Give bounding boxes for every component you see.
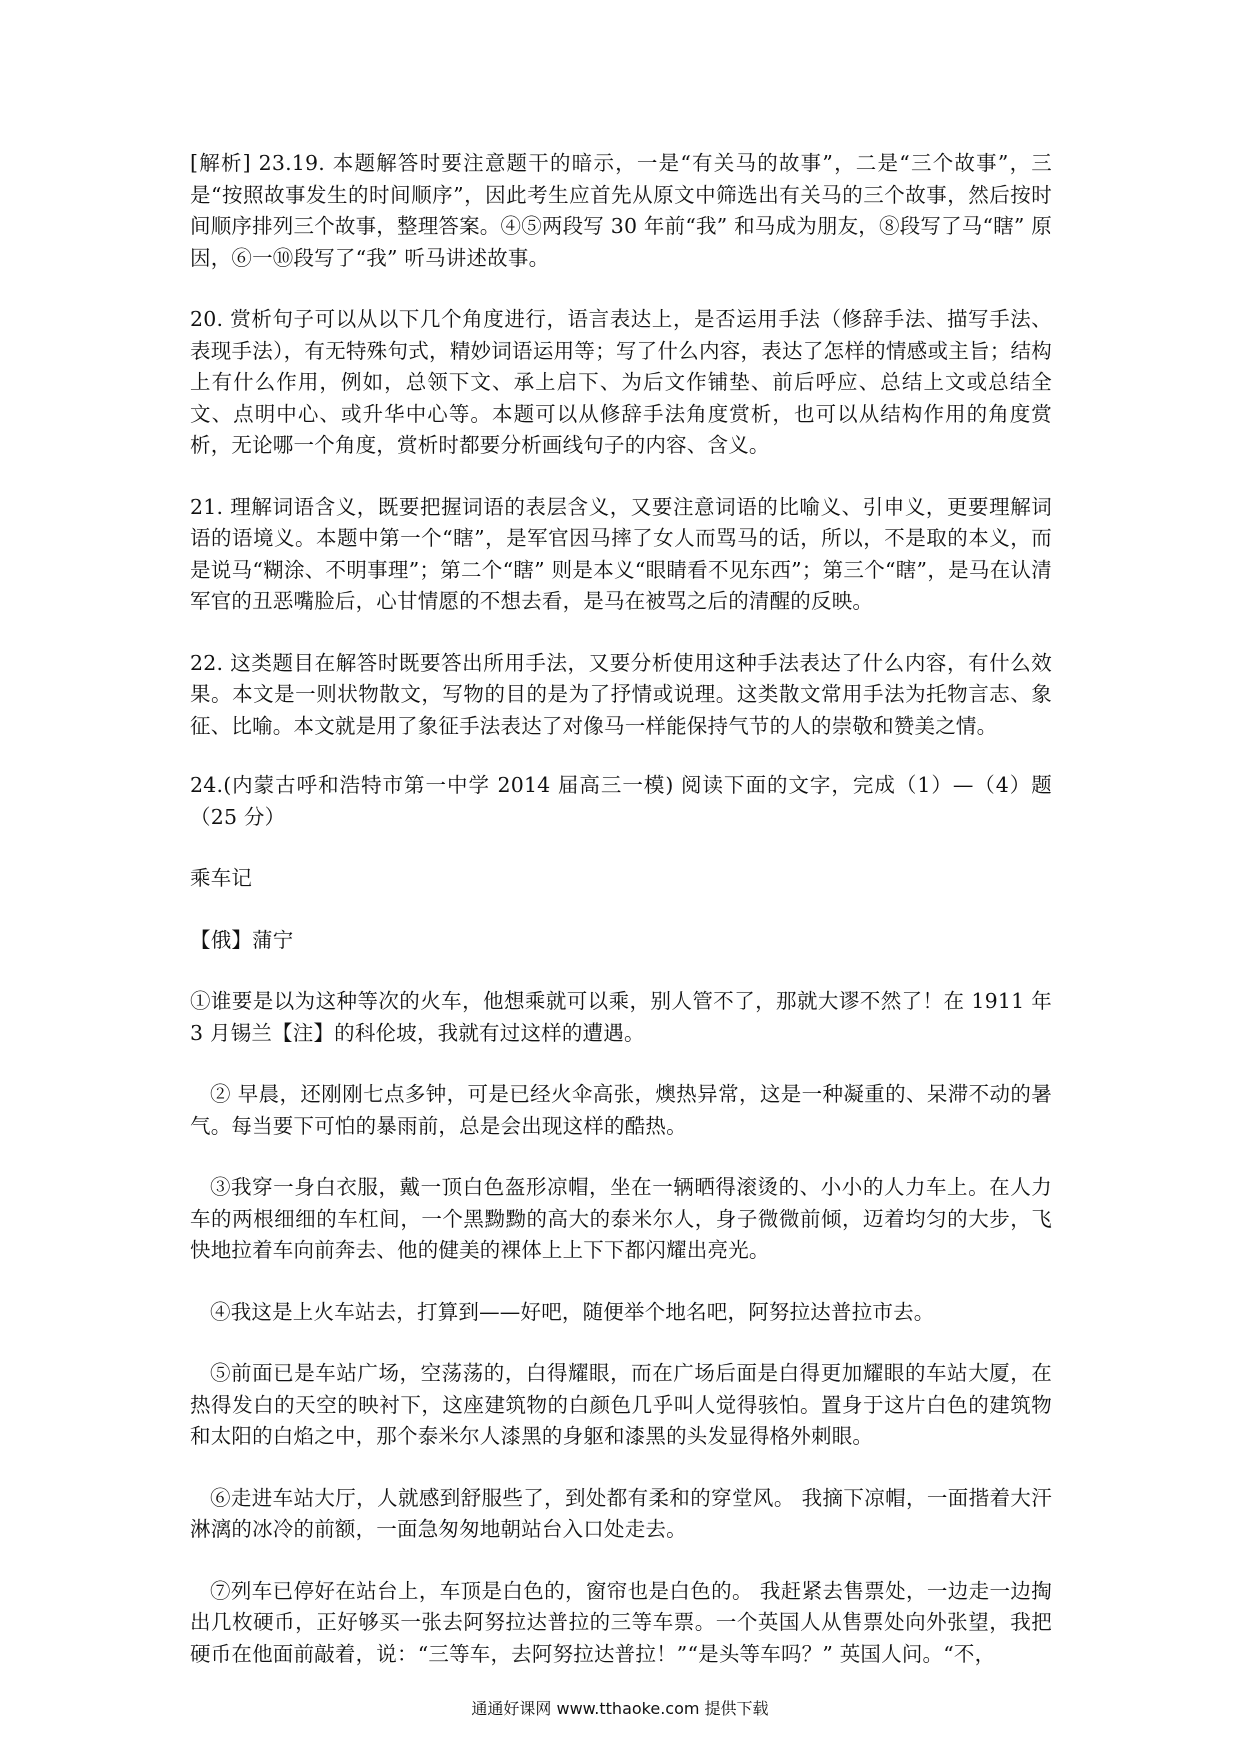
article-paragraph-2: ② 早晨，还刚刚七点多钟，可是已经火伞高张，燠热异常，这是一种凝重的、呆滞不动的暑气。每当要下可怕的暴雨前，总是会出现这样的酷热。: [190, 1082, 1052, 1138]
document-body: [190, 148, 1052, 1670]
article-paragraph-1: ①谁要是以为这种等次的火车，他想乘就可以乘，别人管不了，那就大谬不然了！在 1911 年 3 月锡兰【注】的科伦坡，我就有过这样的遭遇。: [190, 989, 1052, 1045]
article-paragraph-3: ③我穿一身白衣服，戴一顶白色盔形凉帽，坐在一辆晒得滚烫的、小小的人力车上。在人力车的两根细细的车杠间，一个黑黝黝的高大的泰米尔人，身子微微前倾，迈着均匀的大步，飞快地拉着车向前奔去、他的健美的裸体上上下下都闪耀出亮光。: [190, 1175, 1052, 1262]
analysis-paragraph-22: 22. 这类题目在解答时既要答出所用手法，又要分析使用这种手法表达了什么内容，有什么效果。本文是一则状物散文，写物的目的是为了抒情或说理。这类散文常用手法为托物言志、象征、比喻。本文就是用了象征手法表达了对像马一样能保持气节的人的崇敬和赞美之情。: [190, 650, 1052, 738]
article-paragraph-7: ⑦列车已停好在站台上，车顶是白色的，窗帘也是白色的。 我赶紧去售票处，一边走一边掏出几枚硬币，正好够买一张去阿努拉达普拉的三等车票。一个英国人从售票处向外张望，我把硬币在他面前敲着，说：“三等车，去阿努拉达普拉！”“是头等车吗？” 英国人问。“不，: [190, 1578, 1052, 1666]
article-paragraph-5: ⑤前面已是车站广场，空荡荡的，白得耀眼，而在广场后面是白得更加耀眼的车站大厦，在热得发白的天空的映衬下，这座建筑物的白颜色几乎叫人觉得骇怕。置身于这片白色的建筑物和太阳的白焰之中，那个泰米尔人漆黑的身躯和漆黑的头发显得格外刺眼。: [190, 1361, 1052, 1448]
article-paragraph-4: ④我这是上火车站去，打算到——好吧，随便举个地名吧，阿努拉达普拉市去。: [210, 1299, 935, 1324]
analysis-paragraph-23: [解析] 23.19. 本题解答时要注意题干的暗示，一是“有关马的故事”，二是“三个故事”，三是“按照故事发生的时间顺序”，因此考生应首先从原文中筛选出有关马的三个故事，然后按时间顺序排列三个故事，整理答案。④⑤两段写 30 年前“我” 和马成为朋友，⑧段写了马“瞎” 原因，⑥一⑩段写了“我” 听马讲述故事。: [190, 151, 1052, 270]
analysis-paragraph-20: 20. 赏析句子可以从以下几个角度进行，语言表达上，是否运用手法（修辞手法、描写手法、表现手法），有无特殊句式，精妙词语运用等；写了什么内容，表达了怎样的情感或主旨；结构上有什么作用，例如，总领下文、承上启下、为后文作铺垫、前后呼应、总结上文或总结全文、点明中心、或升华中心等。本题可以从修辞手法角度赏析，也可以从结构作用的角度赏析，无论哪一个角度，赏析时都要分析画线句子的内容、含义。: [190, 307, 1052, 457]
question-24-heading: 24.(内蒙古呼和浩特市第一中学 2014 届高三一模) 阅读下面的文字，完成（1）—（4）题（25 分）: [190, 773, 1052, 829]
page-footer: 通通好课网 www.tthaoke.com 提供下载: [471, 1699, 769, 1718]
article-title: 乘车记: [190, 866, 253, 890]
article-paragraph-6: ⑥走进车站大厅，人就感到舒服些了，到处都有柔和的穿堂风。 我摘下凉帽，一面揩着大汗淋漓的冰冷的前额，一面急匆匆地朝站台入口处走去。: [190, 1485, 1052, 1541]
article-author: 【俄】蒲宁: [190, 927, 294, 952]
analysis-paragraph-21: 21. 理解词语含义，既要把握词语的表层含义，又要注意词语的比喻义、引申义，更要理解词语的语境义。本题中第一个“瞎”，是军官因马摔了女人而骂马的话，所以，不是取的本义，而是说马“糊涂、不明事理”；第二个“瞎” 则是本义“眼睛看不见东西”；第三个“瞎”，是马在认清军官的丑恶嘴脸后，心甘情愿的不想去看，是马在被骂之后的清醒的反映。: [190, 494, 1052, 613]
